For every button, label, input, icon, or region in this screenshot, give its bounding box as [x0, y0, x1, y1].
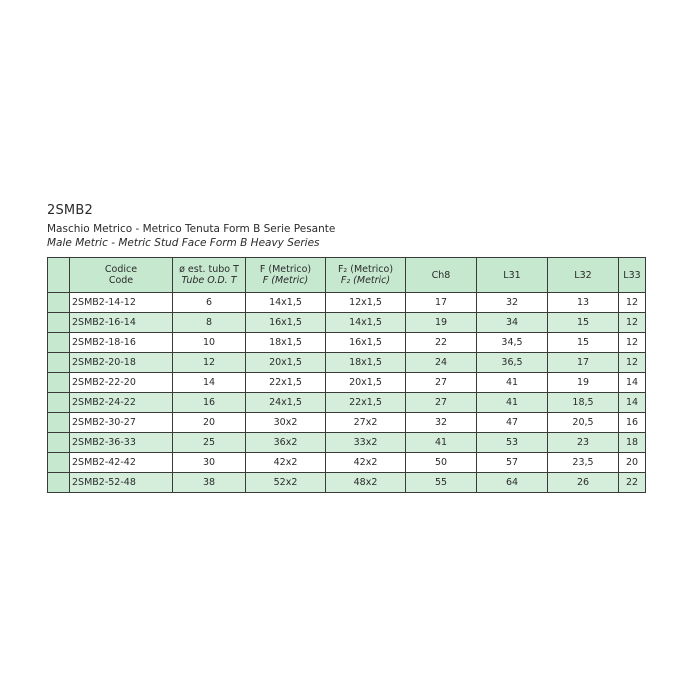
cell-l33: 20 [619, 453, 646, 473]
header-tube-od [173, 258, 246, 293]
header-f-metric [246, 258, 326, 293]
cell-l33: 12 [619, 293, 646, 313]
header-label: L31 [503, 269, 521, 281]
cell-l33: 18 [619, 433, 646, 453]
header-label: Tube O.D. T [181, 275, 237, 286]
cell-l33: 12 [619, 313, 646, 333]
cell-l33: 14 [619, 393, 646, 413]
cell-l31: 53 [477, 433, 548, 453]
cell-f: 14x1,5 [246, 293, 326, 313]
subtitle-italian: Maschio Metrico - Metrico Tenuta Form B Serie Pesante [47, 223, 336, 235]
table-row [48, 413, 646, 433]
cell-f2: 27x2 [326, 413, 406, 433]
cell-l31: 41 [477, 393, 548, 413]
table-row [48, 393, 646, 413]
cell-code: 2SMB2-22-20 [70, 373, 173, 393]
cell-l32: 26 [548, 473, 619, 493]
cell-tube-od: 10 [173, 333, 246, 353]
header-label: Codice [104, 264, 138, 275]
table-row [48, 473, 646, 493]
cell-l32: 13 [548, 293, 619, 313]
table-row [48, 333, 646, 353]
cell-f2: 33x2 [326, 433, 406, 453]
cell-f2: 16x1,5 [326, 333, 406, 353]
cell-l32: 15 [548, 333, 619, 353]
cell-tube-od: 20 [173, 413, 246, 433]
cell-f: 20x1,5 [246, 353, 326, 373]
table-side-cell [48, 258, 70, 293]
table-side-cell [48, 473, 70, 493]
table-side-cell [48, 333, 70, 353]
cell-l32: 20,5 [548, 413, 619, 433]
cell-tube-od: 8 [173, 313, 246, 333]
cell-tube-od: 25 [173, 433, 246, 453]
cell-code: 2SMB2-20-18 [70, 353, 173, 373]
cell-f: 16x1,5 [246, 313, 326, 333]
table-side-cell [48, 453, 70, 473]
cell-l31: 41 [477, 373, 548, 393]
table-row [48, 433, 646, 453]
cell-code: 2SMB2-18-16 [70, 333, 173, 353]
header-code [70, 258, 173, 293]
table-side-cell [48, 413, 70, 433]
cell-l33: 22 [619, 473, 646, 493]
table-row [48, 373, 646, 393]
cell-code: 2SMB2-42-42 [70, 453, 173, 473]
cell-code: 2SMB2-30-27 [70, 413, 173, 433]
cell-f: 30x2 [246, 413, 326, 433]
cell-l31: 32 [477, 293, 548, 313]
cell-tube-od: 14 [173, 373, 246, 393]
cell-l31: 47 [477, 413, 548, 433]
table-row [48, 293, 646, 313]
cell-l32: 23,5 [548, 453, 619, 473]
cell-tube-od: 6 [173, 293, 246, 313]
subtitle-english: Male Metric - Metric Stud Face Form B Heavy Series [47, 237, 320, 249]
cell-ch8: 50 [406, 453, 477, 473]
cell-l31: 36,5 [477, 353, 548, 373]
spec-table [47, 257, 646, 493]
cell-l31: 34,5 [477, 333, 548, 353]
cell-l33: 12 [619, 353, 646, 373]
cell-f: 22x1,5 [246, 373, 326, 393]
table-side-cell [48, 393, 70, 413]
table-side-cell [48, 313, 70, 333]
header-label: F₂ (Metrico) [337, 264, 394, 275]
cell-f2: 22x1,5 [326, 393, 406, 413]
cell-f2: 48x2 [326, 473, 406, 493]
cell-ch8: 24 [406, 353, 477, 373]
cell-tube-od: 16 [173, 393, 246, 413]
cell-ch8: 32 [406, 413, 477, 433]
cell-f2: 42x2 [326, 453, 406, 473]
cell-code: 2SMB2-14-12 [70, 293, 173, 313]
header-label: F (Metrico) [259, 264, 312, 275]
cell-f: 42x2 [246, 453, 326, 473]
table-side-cell [48, 353, 70, 373]
header-f2-metric [326, 258, 406, 293]
header-label: F (Metric) [262, 275, 309, 286]
cell-ch8: 55 [406, 473, 477, 493]
cell-l32: 19 [548, 373, 619, 393]
cell-f2: 20x1,5 [326, 373, 406, 393]
table-header-row [48, 258, 646, 293]
table-row [48, 313, 646, 333]
cell-code: 2SMB2-24-22 [70, 393, 173, 413]
cell-l32: 15 [548, 313, 619, 333]
cell-ch8: 22 [406, 333, 477, 353]
header-label: Code [108, 275, 134, 286]
cell-ch8: 19 [406, 313, 477, 333]
header-label: L32 [574, 269, 592, 281]
cell-f: 18x1,5 [246, 333, 326, 353]
cell-ch8: 27 [406, 393, 477, 413]
cell-l33: 16 [619, 413, 646, 433]
cell-ch8: 41 [406, 433, 477, 453]
cell-l32: 23 [548, 433, 619, 453]
cell-f2: 12x1,5 [326, 293, 406, 313]
table-side-cell [48, 373, 70, 393]
product-title: 2SMB2 [47, 203, 93, 218]
header-label: L33 [623, 269, 641, 281]
header-ch8 [406, 258, 477, 293]
cell-code: 2SMB2-52-48 [70, 473, 173, 493]
cell-tube-od: 12 [173, 353, 246, 373]
header-l33 [619, 258, 646, 293]
cell-code: 2SMB2-36-33 [70, 433, 173, 453]
cell-code: 2SMB2-16-14 [70, 313, 173, 333]
cell-l31: 64 [477, 473, 548, 493]
table-side-cell [48, 433, 70, 453]
table-row [48, 453, 646, 473]
cell-l32: 18,5 [548, 393, 619, 413]
header-label: ø est. tubo T [179, 264, 239, 275]
header-label: F₂ (Metric) [340, 275, 391, 286]
table-row [48, 353, 646, 373]
cell-l31: 34 [477, 313, 548, 333]
cell-f: 52x2 [246, 473, 326, 493]
cell-f: 36x2 [246, 433, 326, 453]
cell-f: 24x1,5 [246, 393, 326, 413]
cell-ch8: 17 [406, 293, 477, 313]
header-l32 [548, 258, 619, 293]
header-label: Ch8 [431, 269, 451, 281]
table-side-cell [48, 293, 70, 313]
cell-f2: 18x1,5 [326, 353, 406, 373]
cell-l32: 17 [548, 353, 619, 373]
cell-l33: 12 [619, 333, 646, 353]
cell-f2: 14x1,5 [326, 313, 406, 333]
cell-tube-od: 38 [173, 473, 246, 493]
cell-tube-od: 30 [173, 453, 246, 473]
cell-l31: 57 [477, 453, 548, 473]
cell-l33: 14 [619, 373, 646, 393]
cell-ch8: 27 [406, 373, 477, 393]
header-l31 [477, 258, 548, 293]
